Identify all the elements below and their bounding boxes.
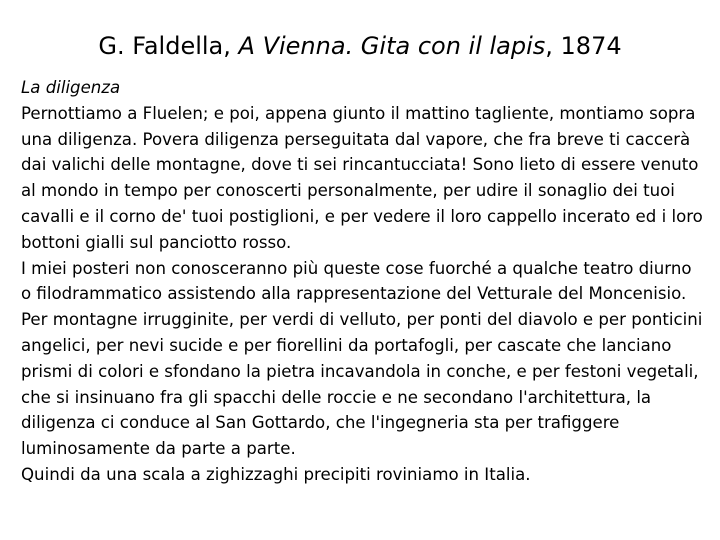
title-year: , 1874 bbox=[545, 32, 622, 60]
slide-title bbox=[0, 30, 720, 62]
paragraph-2: I miei posteri non conosceranno più queste cose fuorché a qualche teatro diurno o filodrammatico assistendo alla rappresentazione del Vetturale del Moncenisio. bbox=[21, 258, 692, 304]
paragraph-1: Pernottiamo a Fluelen; e poi, appena giunto il mattino tagliente, montiamo sopra una diligenza. Povera diligenza perseguitata dal vapore, che fra breve ti caccerà dai valichi delle montagne, dove ti sei rincantucciata! Sono lieto di essere venuto al mondo in tempo per conoscerti personalmente, per udire il sonaglio dei tuoi cavalli e il corno de' tuoi postiglioni, e per vedere il loro cappello incerato ed i loro bottoni gialli sul panciotto rosso. bbox=[21, 103, 703, 252]
title-author: G. Faldella, bbox=[98, 32, 239, 60]
paragraph-4: Quindi da una scala a zighizzaghi precipiti roviniamo in Italia. bbox=[21, 464, 531, 484]
paragraph-3: Per montagne irrugginite, per verdi di velluto, per ponti del diavolo e per ponticini angelici, per nevi sucide e per fiorellini da portafogli, per cascate che lanciano prismi di colori e sfondano la pietra incavandola in conche, e per festoni vegetali, che si insinuano fra gli spacchi delle roccie e ne secondano l'architettura, la diligenza ci conduce al San Gottardo, che l'ingegneria sta per trafiggere luminosamente da parte a parte. bbox=[21, 310, 703, 459]
section-subtitle: La diligenza bbox=[21, 78, 121, 97]
slide-body bbox=[21, 75, 706, 488]
title-work: A Vienna. Gita con il lapis bbox=[238, 32, 546, 60]
